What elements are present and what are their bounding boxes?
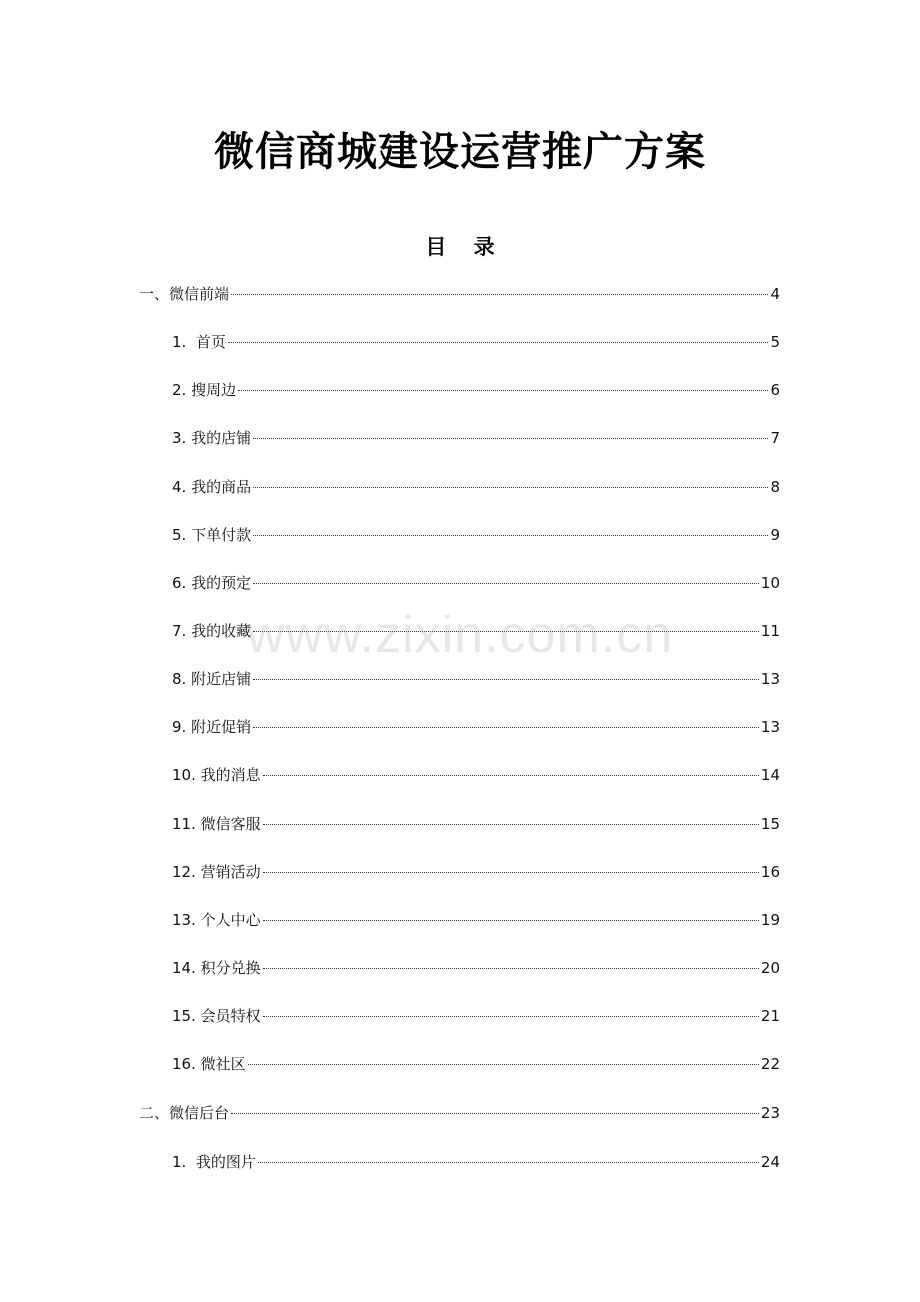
toc-entry-label: 首页 xyxy=(195,333,226,351)
toc-entry-label: 我的预定 xyxy=(191,574,252,592)
toc-entry-label: 我的图片 xyxy=(195,1153,256,1171)
toc-entry-page: 20 xyxy=(760,959,780,977)
toc-entry-label: 我的商品 xyxy=(191,478,252,496)
toc-entry-number: 11. xyxy=(172,815,201,833)
toc-entry-page: 13 xyxy=(760,670,780,688)
toc-heading: 目 录 xyxy=(425,235,505,259)
toc-entry-number: 1. xyxy=(172,1153,196,1171)
toc-leader-dots xyxy=(253,424,768,439)
toc-entry[interactable] xyxy=(172,1052,780,1076)
toc-entry-page: 11 xyxy=(760,622,780,640)
toc-entry[interactable] xyxy=(172,956,780,980)
toc-entry[interactable] xyxy=(172,426,780,450)
toc-entry-number: 15. xyxy=(172,1007,201,1025)
toc-entry[interactable] xyxy=(172,330,780,354)
toc-leader-dots xyxy=(253,665,759,680)
toc-entry-page: 14 xyxy=(760,766,780,784)
toc-entry-label: 我的收藏 xyxy=(191,622,252,640)
toc-entry[interactable] xyxy=(172,571,780,595)
toc-entry-label: 搜周边 xyxy=(191,381,237,399)
toc-entry-label: 微信后台 xyxy=(169,1104,230,1122)
toc-entry-number: 4. xyxy=(172,478,192,496)
toc-entry-number: 1. xyxy=(172,333,196,351)
toc-entry-number: 10. xyxy=(172,766,201,784)
toc-leader-dots xyxy=(263,761,759,776)
toc-entry-label: 下单付款 xyxy=(191,526,252,544)
toc-entry-page: 22 xyxy=(760,1055,780,1073)
toc-entry-page: 16 xyxy=(760,863,780,881)
toc-leader-dots xyxy=(253,713,759,728)
toc-entry[interactable] xyxy=(172,475,780,499)
toc-leader-dots xyxy=(263,954,759,969)
toc-entry-number: 8. xyxy=(172,670,192,688)
toc-entry-number: 6. xyxy=(172,574,192,592)
toc-entry-label: 我的消息 xyxy=(200,766,261,784)
toc-entry-label: 会员特权 xyxy=(200,1007,261,1025)
toc-entry-number: 9. xyxy=(172,718,192,736)
toc-leader-dots xyxy=(253,473,768,488)
toc-entry-backend[interactable] xyxy=(139,1101,780,1125)
toc-leader-dots xyxy=(253,569,759,584)
toc-entry-page: 4 xyxy=(770,285,780,303)
toc-entry-page: 7 xyxy=(770,429,780,447)
toc-entry-page: 6 xyxy=(770,381,780,399)
toc-entry-page: 19 xyxy=(760,911,780,929)
toc-entry-page: 15 xyxy=(760,815,780,833)
toc-entry-label: 个人中心 xyxy=(200,911,261,929)
toc-entry[interactable] xyxy=(172,378,780,402)
toc-entry-page: 23 xyxy=(760,1104,780,1122)
toc-entry[interactable] xyxy=(172,812,780,836)
toc-leader-dots xyxy=(253,617,759,632)
document-title: 微信商城建设运营推广方案 xyxy=(214,129,706,175)
toc-leader-dots xyxy=(238,376,768,391)
toc-entry-number: 14. xyxy=(172,959,201,977)
toc-leader-dots xyxy=(231,280,768,295)
toc-entry-number: 一、 xyxy=(139,285,170,303)
toc-entry-page: 21 xyxy=(760,1007,780,1025)
toc-entry-number: 16. xyxy=(172,1055,201,1073)
toc-entry[interactable] xyxy=(172,667,780,691)
toc-entry[interactable] xyxy=(172,619,780,643)
toc-leader-dots xyxy=(263,1002,759,1017)
toc-entry-label: 附近促销 xyxy=(191,718,252,736)
toc-entry-frontend[interactable] xyxy=(139,282,780,306)
toc-entry[interactable] xyxy=(172,523,780,547)
toc-entry-label: 营销活动 xyxy=(200,863,261,881)
toc-entry-number: 3. xyxy=(172,429,192,447)
toc-leader-dots xyxy=(263,906,759,921)
toc-entry-page: 5 xyxy=(770,333,780,351)
toc-entry-label: 微社区 xyxy=(200,1055,246,1073)
toc-entry-label: 我的店铺 xyxy=(191,429,252,447)
toc-leader-dots xyxy=(228,328,769,343)
toc-entry[interactable] xyxy=(172,1150,780,1174)
toc-leader-dots xyxy=(263,858,759,873)
toc-entry-number: 12. xyxy=(172,863,201,881)
toc-entry-page: 24 xyxy=(760,1153,780,1171)
toc-entry-label: 微信客服 xyxy=(200,815,261,833)
toc-entry[interactable] xyxy=(172,1004,780,1028)
toc-leader-dots xyxy=(231,1099,759,1114)
toc-entry-page: 10 xyxy=(760,574,780,592)
toc-entry-number: 7. xyxy=(172,622,192,640)
toc-entry-label: 附近店铺 xyxy=(191,670,252,688)
toc-entry-label: 积分兑换 xyxy=(200,959,261,977)
toc-leader-dots xyxy=(258,1148,759,1163)
toc-leader-dots xyxy=(263,810,759,825)
watermark: www.zixin.com.cn xyxy=(246,606,674,664)
toc-entry-number: 5. xyxy=(172,526,192,544)
toc-leader-dots xyxy=(253,521,768,536)
toc-entry-number: 2. xyxy=(172,381,192,399)
toc-entry[interactable] xyxy=(172,860,780,884)
toc-entry-number: 二、 xyxy=(139,1104,170,1122)
toc-entry-label: 微信前端 xyxy=(169,285,230,303)
toc-entry-number: 13. xyxy=(172,911,201,929)
toc-entry-page: 8 xyxy=(770,478,780,496)
toc-entry[interactable] xyxy=(172,908,780,932)
toc-leader-dots xyxy=(248,1050,759,1065)
toc-entry[interactable] xyxy=(172,763,780,787)
toc-entry[interactable] xyxy=(172,715,780,739)
toc-entry-page: 13 xyxy=(760,718,780,736)
toc-entry-page: 9 xyxy=(770,526,780,544)
